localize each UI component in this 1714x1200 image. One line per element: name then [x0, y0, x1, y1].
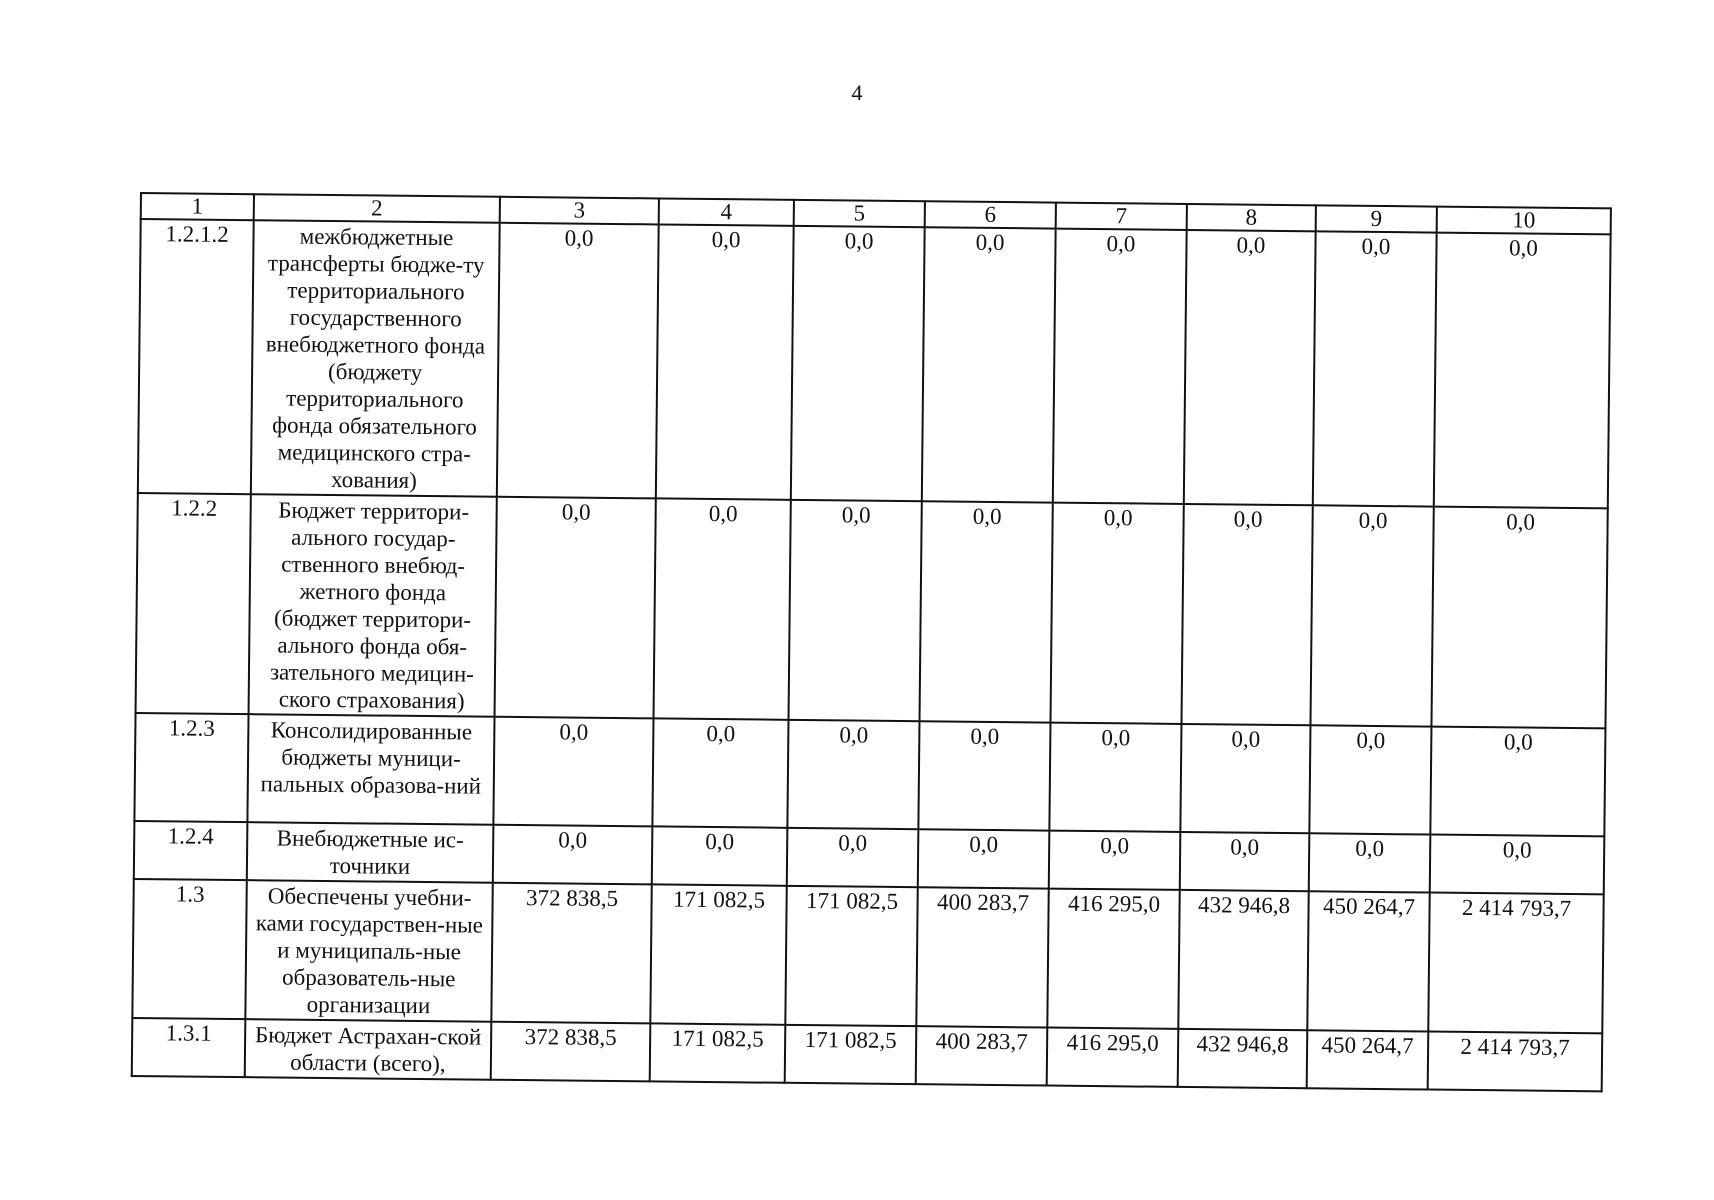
page-number: 4	[851, 80, 863, 105]
value-cell: 0,0	[1310, 505, 1433, 726]
value-cell: 0,0	[497, 223, 659, 499]
row-code: 1.2.4	[134, 821, 248, 880]
column-header-2: 2	[254, 194, 500, 223]
value-cell: 0,0	[920, 501, 1053, 722]
value-cell: 0,0	[1430, 727, 1605, 837]
row-code: 1.2.1.2	[138, 219, 254, 494]
value-cell: 400 283,7	[916, 887, 1048, 1027]
value-cell: 0,0	[1049, 831, 1181, 890]
table-row	[136, 493, 1608, 728]
value-cell: 0,0	[922, 227, 1056, 502]
table-row	[134, 713, 1605, 836]
value-cell: 0,0	[787, 720, 919, 829]
column-header-8: 8	[1187, 204, 1316, 231]
value-cell: 0,0	[652, 718, 788, 827]
value-cell: 372 838,5	[491, 883, 651, 1024]
row-description: Бюджет Астрахан-ской области (всего),	[245, 1019, 492, 1080]
value-cell: 171 082,5	[650, 884, 786, 1024]
value-cell: 0,0	[493, 717, 653, 827]
value-cell: 416 295,0	[1047, 1028, 1179, 1087]
value-cell: 171 082,5	[785, 886, 917, 1026]
value-cell: 450 264,7	[1307, 891, 1429, 1031]
value-cell: 0,0	[656, 224, 794, 499]
value-cell: 0,0	[918, 721, 1050, 830]
value-cell: 400 283,7	[916, 1026, 1048, 1085]
value-cell: 0,0	[495, 497, 656, 719]
value-cell: 2 414 793,7	[1428, 893, 1603, 1034]
row-description: Бюджет территори-ального государ-ственного внебюд-жетного фонда (бюджет территори-ального фонда обя-зательного медицин-ского страхования)	[249, 494, 497, 717]
value-cell: 0,0	[1053, 229, 1187, 504]
value-cell: 171 082,5	[650, 1023, 786, 1082]
column-header-4: 4	[659, 198, 794, 225]
row-description: Внебюджетные ис-точники	[247, 822, 494, 883]
value-cell: 2 414 793,7	[1428, 1032, 1603, 1092]
value-cell: 0,0	[1309, 725, 1431, 834]
value-cell: 171 082,5	[785, 1025, 917, 1084]
column-header-9: 9	[1316, 205, 1437, 232]
value-cell: 0,0	[1313, 231, 1437, 506]
value-cell: 432 946,8	[1178, 1029, 1308, 1088]
value-cell: 0,0	[789, 500, 922, 721]
value-cell: 432 946,8	[1178, 890, 1308, 1030]
budget-table	[131, 192, 1612, 1092]
column-header-1: 1	[141, 193, 254, 220]
value-cell: 0,0	[791, 226, 925, 501]
value-cell: 0,0	[787, 828, 919, 887]
column-header-3: 3	[500, 197, 659, 225]
row-description: межбюджетные трансферты бюдже-ту территориального государственного внебюджетного фонда (бюджету территориального фонда обязательного медицинского стра-хования)	[251, 220, 500, 497]
row-description: Обеспечены учебни-ками государствен-ные и муниципаль-ные образователь-ные организации	[245, 880, 492, 1022]
value-cell: 0,0	[1431, 507, 1607, 729]
value-cell: 416 295,0	[1047, 889, 1179, 1029]
column-header-6: 6	[925, 201, 1056, 228]
table-row	[138, 219, 1611, 508]
row-code: 1.3	[132, 879, 246, 1019]
row-code: 1.2.3	[134, 713, 248, 822]
row-code: 1.3.1	[132, 1018, 246, 1077]
value-cell: 372 838,5	[491, 1022, 651, 1082]
value-cell: 0,0	[1049, 723, 1181, 832]
value-cell: 0,0	[918, 829, 1050, 888]
value-cell: 0,0	[1180, 724, 1310, 833]
table-row	[132, 879, 1603, 1033]
value-cell: 0,0	[1050, 503, 1183, 724]
row-code: 1.2.2	[136, 493, 251, 714]
column-header-10: 10	[1437, 207, 1611, 235]
value-cell: 0,0	[1309, 833, 1431, 892]
column-header-7: 7	[1056, 203, 1187, 230]
value-cell: 0,0	[652, 826, 788, 885]
column-header-5: 5	[794, 200, 925, 227]
value-cell: 0,0	[654, 498, 791, 719]
value-cell: 0,0	[1184, 230, 1316, 505]
value-cell: 0,0	[1181, 504, 1312, 725]
value-cell: 0,0	[1430, 835, 1605, 895]
value-cell: 0,0	[1180, 832, 1310, 891]
row-description: Консолидированные бюджеты муници-пальных образова-ний	[247, 714, 494, 825]
value-cell: 0,0	[493, 825, 653, 885]
value-cell: 450 264,7	[1307, 1030, 1429, 1089]
value-cell: 0,0	[1434, 233, 1611, 509]
